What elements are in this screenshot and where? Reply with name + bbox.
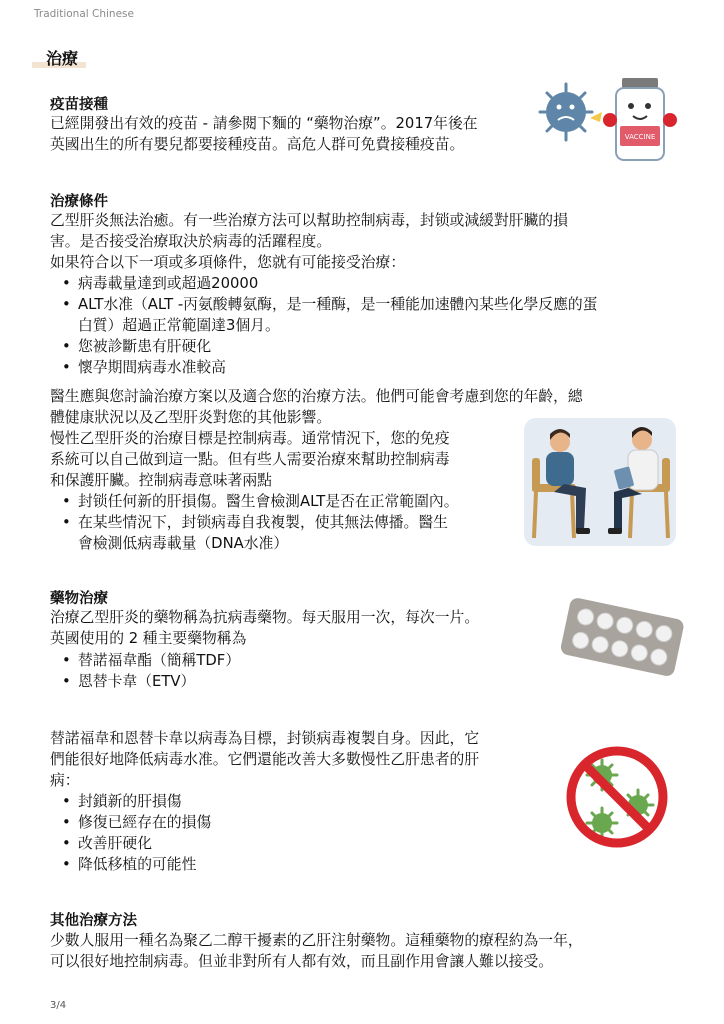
list-item: • 在某些情況下，封锁病毒自我複製，使其無法傳播。醫生 [62, 512, 459, 533]
pill-blister-icon [556, 598, 688, 678]
text-line: 治療乙型肝炎的藥物稱為抗病毒藥物。每天服用一次，每次一片。 [50, 609, 480, 626]
list-item-continuation: 會檢測低病毒載量（DNA水准） [78, 535, 289, 552]
medication-paragraph [50, 607, 479, 649]
vaccine-bottle-icon [603, 78, 677, 160]
discussion-list [62, 491, 459, 554]
text-line: 如果符合以下一項或多項條件，您就有可能接受治療： [50, 254, 406, 271]
vaccine-paragraph [50, 113, 478, 155]
list-item: • 您被診斷患有肝硬化 [62, 336, 597, 357]
text-line: 們能很好地降低病毒水准。它們還能改善大多數慢性乙肝患者的肝 [50, 751, 480, 768]
list-item: • 降低移植的可能性 [62, 854, 211, 875]
medication-list [62, 650, 240, 692]
list-item: • 改善肝硬化 [62, 833, 211, 854]
section-title-medication: 藥物治療 [50, 591, 108, 607]
text-line: 乙型肝炎無法治癒。有一些治療方法可以幫助控制病毒，封锁或減緩對肝臟的損 [50, 212, 568, 229]
list-item: • 封锁任何新的肝損傷。醫生會檢測ALT是否在正常範圍內。 [62, 491, 459, 512]
text-line: 英國出生的所有嬰兒都要接種疫苗。高危人群可免費接種疫苗。 [50, 136, 465, 153]
page-title: 治療 [46, 49, 79, 68]
other-paragraph [50, 930, 583, 972]
list-item-continuation: 白質）超過正常範圍達3個月。 [78, 317, 280, 334]
text-line: 和保護肝臟。控制病毒意味著兩點 [50, 472, 272, 489]
conditions-paragraph [50, 210, 568, 273]
text-line: 系統可以自己做到這一點。但有些人需要治療來幫助控制病毒 [50, 451, 450, 468]
page-title-block [46, 46, 78, 69]
list-item: • 修復已經存在的損傷 [62, 812, 211, 833]
section-title-conditions: 治療條件 [50, 194, 108, 210]
text-line: 醫生應與您討論治療方案以及適合您的治療方法。他們可能會考慮到您的年齡，總 [50, 388, 583, 405]
conditions-list [62, 273, 597, 378]
effects-paragraph [50, 728, 479, 791]
list-item: • 封鎖新的肝損傷 [62, 791, 211, 812]
page-number: 3/4 [50, 1000, 67, 1011]
doctor-patient-illustration [524, 418, 676, 546]
text-line: 可以很好地控制病毒。但並非對所有人都有效，而且副作用會讓人難以接受。 [50, 953, 554, 970]
list-item: • 替諾福韋酯（簡稱TDF） [62, 650, 240, 671]
discussion-paragraph [50, 386, 583, 491]
virus-vaccine-illustration [536, 76, 686, 166]
section-title-other: 其他治療方法 [50, 913, 137, 929]
bottle-label: VACCINE [624, 133, 656, 141]
no-virus-icon [562, 742, 672, 852]
list-item: • ALT水准（ALT -丙氨酸轉氨酶，是一種酶，是一種能加速體內某些化學反應的蛋 [62, 294, 597, 315]
list-item: • 病毒載量達到或超過20000 [62, 273, 597, 294]
text-line: 少數人服用一種名為聚乙二醇干擾素的乙肝注射藥物。這種藥物的療程約為一年， [50, 932, 583, 949]
text-line: 病： [50, 772, 80, 789]
list-item: • 懷孕期間病毒水准較高 [62, 357, 597, 378]
effects-list [62, 791, 211, 875]
section-title-vaccine: 疫苗接種 [50, 97, 108, 113]
text-line: 害。是否接受治療取決於病毒的活躍程度。 [50, 233, 332, 250]
text-line: 已經開發出有效的疫苗 - 請參閱下麵的 “藥物治療”。2017年後在 [50, 115, 478, 132]
text-line: 慢性乙型肝炎的治療目標是控制病毒。通常情況下，您的免疫 [50, 430, 450, 447]
list-item: • 恩替卡韋（ETV） [62, 671, 240, 692]
text-line: 替諾福韋和恩替卡韋以病毒為目標，封锁病毒複製自身。因此，它 [50, 730, 480, 747]
text-line: 英國使用的 2 種主要藥物稱為 [50, 630, 247, 647]
header-language: Traditional Chinese [34, 8, 134, 20]
text-line: 體健康狀況以及乙型肝炎對您的其他影響。 [50, 409, 332, 426]
virus-icon [540, 84, 592, 140]
